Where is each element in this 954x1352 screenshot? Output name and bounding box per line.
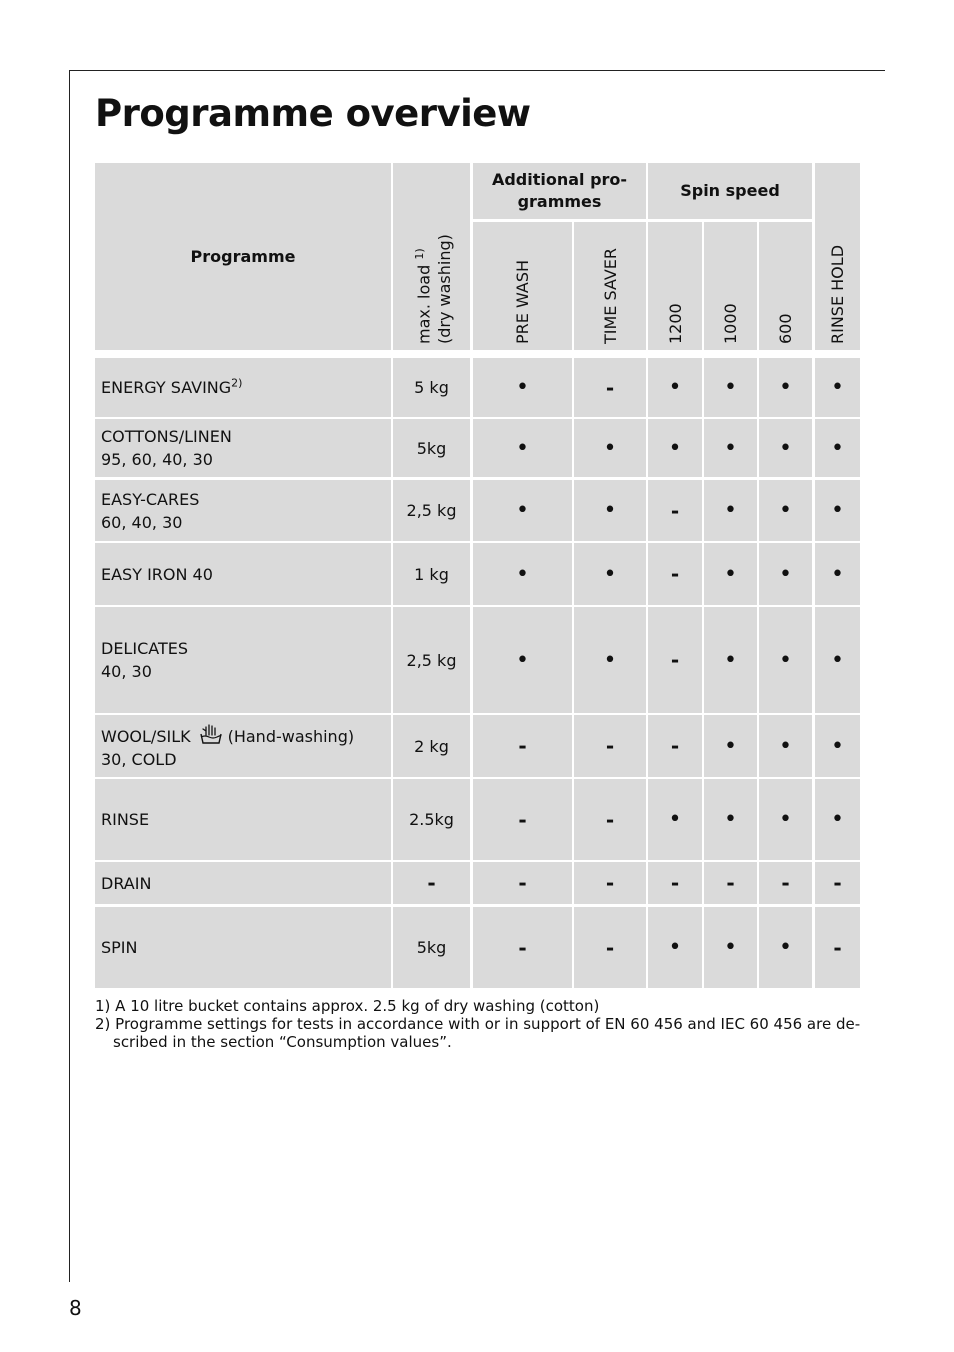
programme-name bbox=[101, 488, 199, 534]
option-available-mark: • bbox=[779, 375, 792, 400]
header-spin-1200-label bbox=[665, 303, 686, 344]
option-cell bbox=[574, 480, 646, 541]
option-available-mark: • bbox=[668, 807, 682, 832]
programme-name bbox=[101, 872, 151, 895]
programme-name bbox=[101, 936, 138, 959]
programme-name-cell bbox=[95, 607, 391, 713]
option-available-mark: • bbox=[831, 807, 844, 832]
option-available-mark: • bbox=[779, 498, 792, 523]
option-cell bbox=[759, 358, 812, 417]
max-load-footnote-ref: 1) bbox=[412, 248, 426, 260]
header-spin-label: Spin speed bbox=[680, 181, 780, 200]
option-unavailable-mark: - bbox=[605, 807, 615, 832]
option-cell bbox=[815, 358, 860, 417]
option-available-mark: • bbox=[724, 647, 737, 673]
top-margin-rule bbox=[69, 70, 885, 71]
option-cell bbox=[473, 715, 572, 777]
option-unavailable-mark: - bbox=[781, 871, 790, 895]
option-cell bbox=[704, 779, 757, 860]
option-cell bbox=[815, 715, 860, 777]
option-unavailable-mark: - bbox=[605, 935, 615, 960]
option-cell bbox=[759, 715, 812, 777]
header-time-saver-text: TIME SAVER bbox=[600, 247, 620, 344]
header-pre-wash-label bbox=[512, 260, 533, 344]
max-load-value: 5 kg bbox=[414, 378, 449, 397]
hand-wash-icon bbox=[199, 722, 223, 744]
max-load-value: 2,5 kg bbox=[406, 650, 457, 670]
header-rinse-hold bbox=[815, 163, 860, 350]
option-unavailable-mark: - bbox=[605, 734, 615, 758]
header-max-load bbox=[393, 163, 470, 350]
max-load-cell bbox=[393, 779, 470, 860]
option-available-mark: • bbox=[668, 375, 682, 400]
programme-name bbox=[101, 637, 188, 683]
option-cell bbox=[473, 358, 572, 417]
option-available-mark: • bbox=[668, 935, 682, 960]
option-cell bbox=[759, 419, 812, 477]
option-available-mark: • bbox=[724, 807, 737, 832]
programme-name-cell bbox=[95, 543, 391, 605]
option-available-mark: • bbox=[779, 733, 792, 759]
option-available-mark: • bbox=[516, 647, 529, 673]
option-available-mark: • bbox=[516, 375, 529, 400]
max-load-value: 2,5 kg bbox=[406, 501, 457, 520]
programme-name-line1: DELICATES bbox=[101, 639, 188, 658]
max-load-cell bbox=[393, 419, 470, 477]
header-additional-programmes bbox=[473, 163, 646, 219]
programme-name-line1: EASY IRON 40 bbox=[101, 564, 213, 584]
option-available-mark: • bbox=[779, 561, 792, 587]
option-cell bbox=[648, 779, 702, 860]
page-number: 8 bbox=[69, 1296, 82, 1320]
option-available-mark: • bbox=[516, 435, 529, 461]
max-load-value: 1 kg bbox=[414, 564, 449, 584]
header-max-load-label bbox=[409, 234, 455, 344]
option-available-mark: • bbox=[831, 375, 844, 400]
option-cell bbox=[473, 862, 572, 904]
option-cell bbox=[704, 862, 757, 904]
header-spin-1000 bbox=[704, 222, 757, 350]
left-margin-rule bbox=[69, 70, 70, 1282]
option-cell bbox=[648, 358, 702, 417]
option-cell bbox=[648, 907, 702, 988]
programme-name-line1: COTTONS/LINEN bbox=[101, 427, 232, 446]
programme-name-cell bbox=[95, 779, 391, 860]
option-cell bbox=[574, 907, 646, 988]
header-spin-1000-text: 1000 bbox=[721, 303, 740, 344]
programme-name-cell bbox=[95, 715, 391, 777]
option-available-mark: • bbox=[603, 435, 617, 461]
max-load-cell bbox=[393, 358, 470, 417]
option-available-mark: • bbox=[779, 935, 792, 960]
option-unavailable-mark: - bbox=[670, 734, 680, 758]
programme-name bbox=[101, 563, 213, 586]
option-cell bbox=[704, 358, 757, 417]
option-cell bbox=[759, 862, 812, 904]
option-cell bbox=[473, 480, 572, 541]
programme-name-line2: 40, 30 bbox=[101, 662, 152, 681]
option-cell bbox=[648, 419, 702, 477]
option-available-mark: • bbox=[668, 435, 682, 461]
header-rinse-hold-label bbox=[827, 245, 848, 344]
programme-name-cell bbox=[95, 907, 391, 988]
programme-name-line2: 95, 60, 40, 30 bbox=[101, 450, 213, 469]
programme-name-cell bbox=[95, 358, 391, 417]
option-unavailable-mark: - bbox=[518, 935, 527, 960]
header-pre-wash bbox=[473, 222, 572, 350]
option-cell bbox=[815, 419, 860, 477]
option-cell bbox=[473, 779, 572, 860]
programme-name bbox=[101, 376, 242, 399]
max-load-value: 5kg bbox=[416, 938, 447, 957]
option-cell bbox=[648, 715, 702, 777]
programme-name-line1: EASY-CARES bbox=[101, 489, 200, 509]
option-available-mark: • bbox=[831, 647, 844, 673]
option-available-mark: • bbox=[516, 498, 529, 523]
header-programme bbox=[95, 163, 391, 350]
header-spin-1000-label bbox=[720, 303, 741, 344]
programme-name-line1: ENERGY SAVING bbox=[101, 378, 232, 397]
header-spin-600 bbox=[759, 222, 812, 350]
option-available-mark: • bbox=[724, 498, 737, 523]
programme-name-line1: RINSE bbox=[101, 810, 150, 829]
max-load-cell bbox=[393, 480, 470, 541]
option-cell bbox=[759, 607, 812, 713]
option-cell bbox=[648, 607, 702, 713]
header-time-saver-label bbox=[600, 248, 621, 344]
programme-name-cell bbox=[95, 862, 391, 904]
option-cell bbox=[704, 715, 757, 777]
max-load-value: 5kg bbox=[416, 438, 447, 458]
option-available-mark: • bbox=[779, 807, 792, 832]
option-unavailable-mark: - bbox=[726, 871, 735, 895]
option-available-mark: • bbox=[516, 561, 529, 587]
max-load-cell bbox=[393, 543, 470, 605]
option-cell bbox=[815, 480, 860, 541]
programme-name-line2: 60, 40, 30 bbox=[101, 512, 183, 532]
option-cell bbox=[648, 862, 702, 904]
option-cell bbox=[815, 543, 860, 605]
option-available-mark: • bbox=[603, 647, 617, 673]
option-unavailable-mark: - bbox=[833, 935, 842, 960]
header-spin-600-text: 600 bbox=[776, 313, 795, 344]
option-unavailable-mark: - bbox=[605, 375, 615, 400]
programme-name-cell bbox=[95, 419, 391, 477]
option-unavailable-mark: - bbox=[518, 871, 527, 895]
max-load-cell bbox=[393, 607, 470, 713]
option-available-mark: • bbox=[724, 733, 737, 759]
max-load-value: 2.5kg bbox=[409, 810, 454, 829]
option-unavailable-mark: - bbox=[670, 498, 680, 523]
header-rinse-hold-text: RINSE HOLD bbox=[828, 244, 847, 344]
page-title: Programme overview bbox=[95, 92, 531, 135]
programme-footnote-ref: 2) bbox=[231, 376, 243, 390]
option-available-mark: • bbox=[831, 498, 844, 523]
max-load-value: - bbox=[427, 871, 436, 895]
option-cell bbox=[574, 715, 646, 777]
programme-name bbox=[101, 425, 232, 471]
option-cell bbox=[473, 907, 572, 988]
option-unavailable-mark: - bbox=[605, 871, 615, 895]
header-time-saver bbox=[574, 222, 646, 350]
programme-name-line2: 30, COLD bbox=[101, 749, 177, 769]
option-available-mark: • bbox=[831, 733, 844, 759]
programme-name bbox=[101, 808, 149, 831]
option-cell bbox=[473, 607, 572, 713]
option-available-mark: • bbox=[831, 561, 844, 587]
max-load-value: 2 kg bbox=[414, 736, 449, 756]
option-cell bbox=[473, 419, 572, 477]
option-unavailable-mark: - bbox=[518, 807, 527, 832]
header-programme-label: Programme bbox=[190, 246, 296, 266]
option-cell bbox=[815, 862, 860, 904]
header-spin-1200-text: 1200 bbox=[665, 303, 685, 344]
footnote-1: 1) A 10 litre bucket contains approx. 2.5 kg of dry washing (cotton) bbox=[95, 997, 600, 1015]
footnote-2: 2) Programme settings for tests in accordance with or in support of EN 60 456 and IEC 60 456 are de- bbox=[95, 1015, 861, 1033]
footnote-2-continued: scribed in the section “Consumption values”. bbox=[113, 1033, 452, 1051]
option-available-mark: • bbox=[831, 435, 844, 461]
option-cell bbox=[574, 862, 646, 904]
option-cell bbox=[759, 480, 812, 541]
option-cell bbox=[704, 607, 757, 713]
programme-name-line1: DRAIN bbox=[101, 873, 152, 893]
option-cell bbox=[815, 779, 860, 860]
option-available-mark: • bbox=[724, 561, 737, 587]
option-cell bbox=[815, 607, 860, 713]
programme-name bbox=[101, 722, 354, 771]
option-cell bbox=[759, 907, 812, 988]
max-load-line2: (dry washing) bbox=[434, 234, 454, 344]
header-spin-speed bbox=[648, 163, 812, 219]
option-available-mark: • bbox=[603, 561, 617, 587]
max-load-cell bbox=[393, 907, 470, 988]
option-available-mark: • bbox=[603, 498, 617, 523]
option-cell bbox=[815, 907, 860, 988]
programme-name-line1: WOOL/SILK bbox=[101, 726, 191, 746]
option-unavailable-mark: - bbox=[833, 871, 842, 895]
option-available-mark: • bbox=[724, 935, 737, 960]
option-cell bbox=[648, 543, 702, 605]
header-spin-600-label bbox=[775, 313, 796, 344]
option-cell bbox=[574, 607, 646, 713]
option-unavailable-mark: - bbox=[518, 734, 527, 758]
header-pre-wash-text: PRE WASH bbox=[513, 259, 532, 344]
option-unavailable-mark: - bbox=[670, 871, 680, 895]
option-available-mark: • bbox=[779, 647, 792, 673]
programme-name-cell bbox=[95, 480, 391, 541]
option-cell bbox=[473, 543, 572, 605]
option-cell bbox=[704, 480, 757, 541]
option-cell bbox=[574, 358, 646, 417]
option-cell bbox=[759, 779, 812, 860]
option-available-mark: • bbox=[724, 435, 737, 461]
programme-name-line1: SPIN bbox=[101, 938, 138, 957]
option-unavailable-mark: - bbox=[670, 562, 680, 586]
option-cell bbox=[574, 543, 646, 605]
max-load-cell bbox=[393, 715, 470, 777]
option-cell bbox=[704, 543, 757, 605]
header-spin-1200 bbox=[648, 222, 702, 350]
programme-name-line1b: (Hand-washing) bbox=[227, 726, 355, 746]
option-unavailable-mark: - bbox=[670, 648, 680, 672]
option-available-mark: • bbox=[724, 375, 737, 400]
option-cell bbox=[704, 907, 757, 988]
option-cell bbox=[704, 419, 757, 477]
option-cell bbox=[759, 543, 812, 605]
option-cell bbox=[574, 779, 646, 860]
header-additional-label: Additional pro- grammes bbox=[491, 170, 628, 211]
option-available-mark: • bbox=[779, 435, 792, 461]
max-load-cell bbox=[393, 862, 470, 904]
max-load-line1: max. load bbox=[413, 264, 433, 344]
option-cell bbox=[648, 480, 702, 541]
option-cell bbox=[574, 419, 646, 477]
